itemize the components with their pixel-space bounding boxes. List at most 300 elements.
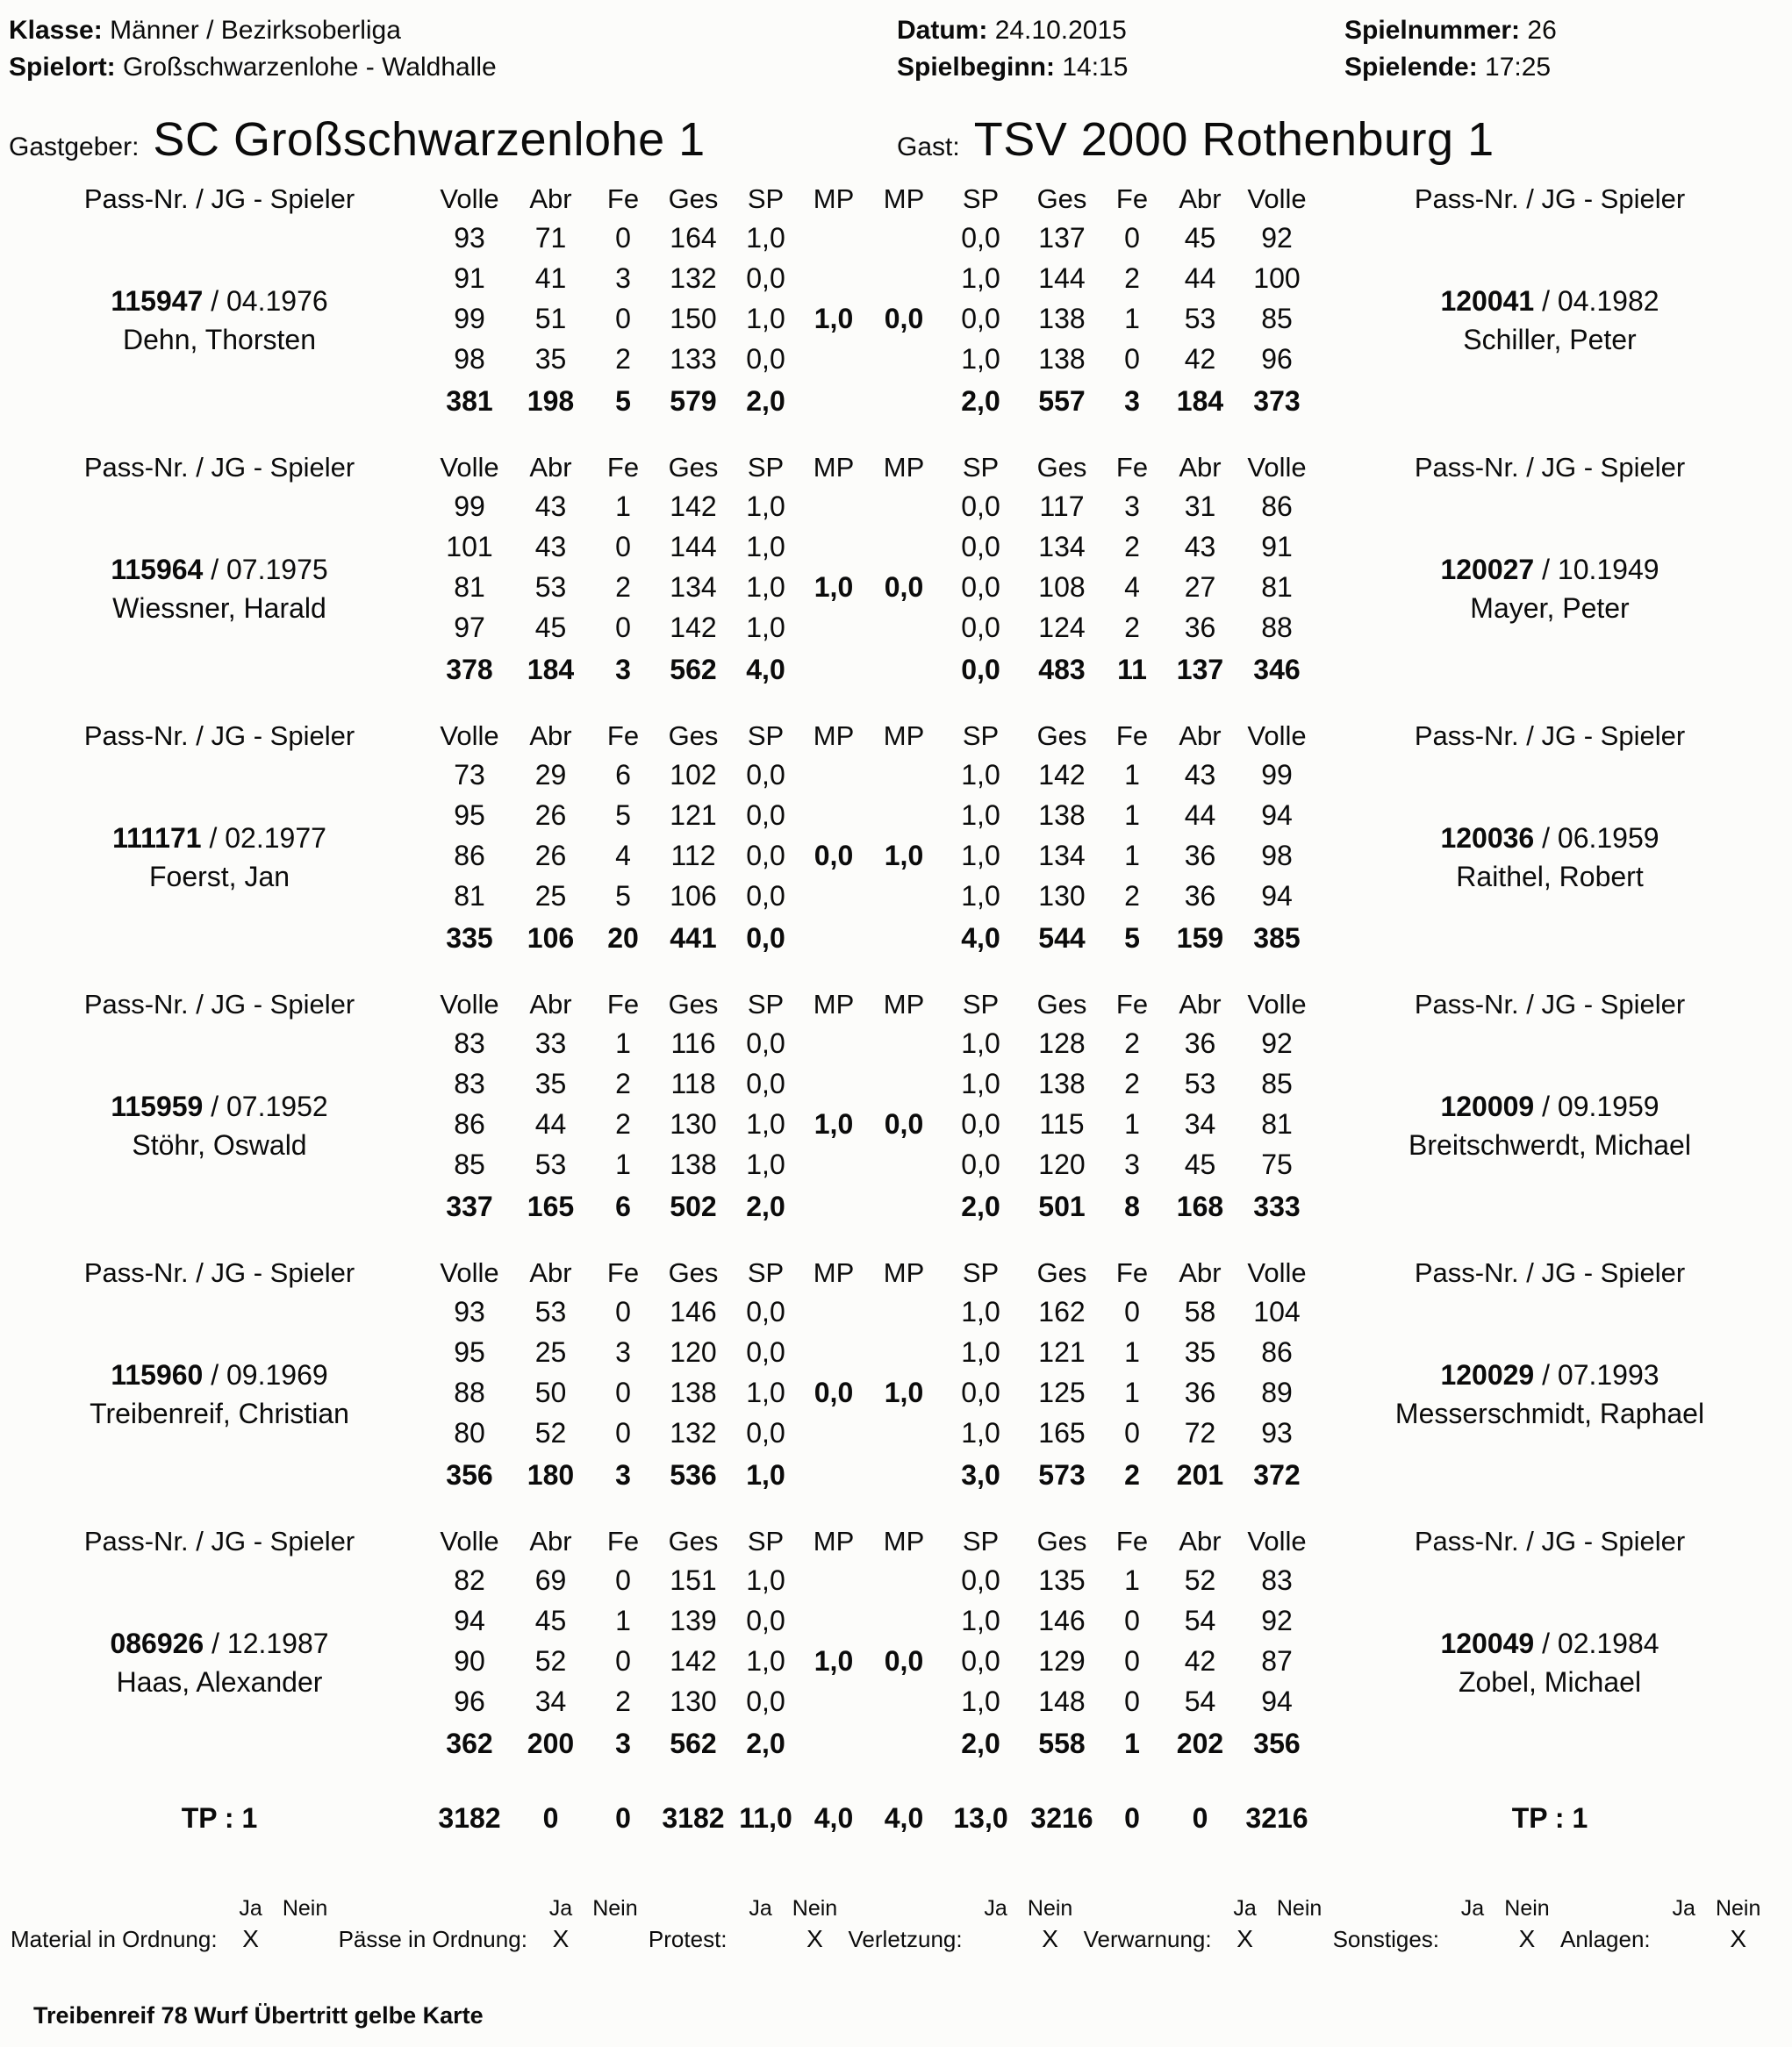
spielbeginn-line [897, 49, 1344, 86]
score-cell: 45 [1184, 221, 1216, 254]
score-cell: 43 [1184, 758, 1216, 791]
score-cell: 1,0 [746, 221, 785, 254]
score-cell: 0 [1124, 1416, 1140, 1449]
score-cell: 0,0 [961, 611, 1000, 643]
col-header-mp: MP [883, 452, 925, 483]
col-header-ges: Ges [1036, 183, 1087, 214]
score-cell: 0 [615, 221, 631, 254]
score-cell: 1,0 [961, 1416, 1000, 1449]
score-cell: 88 [1261, 611, 1293, 643]
home-player [9, 1023, 430, 1228]
team-total-cell: 3216 [1245, 1801, 1308, 1834]
player-id: 115964 / 07.1975 [111, 553, 328, 585]
player-total-cell: 501 [1038, 1190, 1086, 1222]
score-cell: 83 [454, 1027, 485, 1059]
score-cell: 142 [670, 490, 717, 522]
score-cell: 91 [1261, 530, 1293, 562]
col-header-mp: MP [883, 1257, 925, 1288]
score-cell: 1,0 [746, 490, 785, 522]
col-header-abr: Abr [1179, 989, 1222, 1020]
col-header-ges: Ges [668, 1257, 719, 1288]
col-header-volle: Volle [1247, 452, 1307, 483]
home-mp-cell: 1,0 [814, 302, 854, 334]
team-total-cell: 11,0 [739, 1801, 792, 1834]
score-cell: 0,0 [746, 839, 785, 871]
player-total-cell: 579 [670, 384, 717, 417]
player-pass: 115960 [111, 1358, 204, 1391]
checkbox-mark: X [242, 1925, 259, 1952]
col-header-ges: Ges [668, 183, 719, 214]
score-cell: 73 [454, 758, 485, 791]
col-header-player: Pass-Nr. / JG - Spieler [83, 452, 355, 483]
player-block [9, 449, 1783, 691]
home-player [9, 1292, 430, 1497]
player-total-cell: 184 [1176, 384, 1224, 417]
score-cell: 0,0 [746, 1027, 785, 1059]
guest-team-name: TSV 2000 Rothenburg 1 [973, 113, 1495, 166]
col-header-fe: Fe [1115, 989, 1149, 1020]
score-cell: 85 [454, 1148, 485, 1180]
score-cell: 3 [615, 261, 631, 294]
col-header-ges: Ges [668, 452, 719, 483]
player-total-cell: 1,0 [746, 1458, 785, 1491]
score-cell: 95 [454, 1335, 485, 1368]
guest-mp-cell: 1,0 [884, 839, 924, 871]
col-header-mp: MP [883, 183, 925, 214]
player-total-cell: 3 [615, 1727, 631, 1759]
score-cell: 26 [534, 798, 567, 831]
score-cell: 36 [1184, 611, 1216, 643]
score-cell: 0,0 [961, 570, 1000, 603]
col-header-abr: Abr [529, 1257, 572, 1288]
score-cell: 120 [1038, 1148, 1086, 1180]
player-total-cell: 362 [446, 1727, 493, 1759]
col-header-mp: MP [813, 452, 855, 483]
score-cell: 142 [670, 1644, 717, 1677]
score-cell: 142 [1038, 758, 1086, 791]
score-cell: 0 [615, 611, 631, 643]
player-total-cell: 2,0 [746, 1727, 785, 1759]
player-id: 120036 / 06.1959 [1440, 821, 1659, 854]
score-cell: 1 [615, 1604, 631, 1636]
col-header-ges: Ges [1036, 1257, 1087, 1288]
score-cell: 142 [670, 611, 717, 643]
score-cell: 42 [1184, 1644, 1216, 1677]
player-id: 115960 / 09.1969 [111, 1358, 328, 1391]
col-header-sp: SP [962, 183, 1000, 214]
score-cell: 1,0 [746, 1644, 785, 1677]
col-header-fe: Fe [1115, 183, 1149, 214]
score-cell: 130 [1038, 879, 1086, 912]
col-header-ges: Ges [668, 720, 719, 751]
col-header-sp: SP [747, 183, 785, 214]
score-cell: 69 [534, 1564, 567, 1596]
score-cell: 1,0 [961, 798, 1000, 831]
score-cell: 115 [1039, 1107, 1085, 1140]
spielende-value: 17:25 [1485, 53, 1552, 82]
score-cell: 31 [1184, 490, 1216, 522]
score-cell: 97 [454, 611, 485, 643]
player-total-cell: 159 [1176, 921, 1224, 954]
col-header-mp: MP [813, 1526, 855, 1557]
player-total-cell: 3 [615, 653, 631, 685]
col-header-player: Pass-Nr. / JG - Spieler [1414, 183, 1686, 214]
player-pass: 120009 [1440, 1090, 1535, 1122]
player-total-cell: 5 [1124, 921, 1140, 954]
score-cell: 2 [615, 570, 631, 603]
score-cell: 71 [534, 221, 567, 254]
score-cell: 53 [534, 1295, 567, 1328]
score-cell: 2 [1124, 1067, 1140, 1099]
col-header-sp: SP [962, 720, 1000, 751]
score-cell: 85 [1261, 302, 1293, 334]
datum-value: 24.10.2015 [994, 16, 1127, 45]
score-cell: 104 [1253, 1295, 1301, 1328]
guest-player [1316, 1023, 1783, 1228]
player-name: Foerst, Jan [148, 860, 290, 892]
score-cell: 138 [670, 1376, 717, 1408]
score-cell: 150 [670, 302, 717, 334]
score-cell: 129 [1038, 1644, 1086, 1677]
score-cell: 138 [670, 1148, 717, 1180]
guest-team [897, 112, 1783, 167]
score-cell: 99 [454, 490, 485, 522]
score-cell: 0,0 [961, 302, 1000, 334]
score-cell: 99 [454, 302, 485, 334]
spielnummer-value: 26 [1527, 16, 1557, 45]
col-header-fe: Fe [1115, 1257, 1149, 1288]
ja-label: Ja [548, 1896, 573, 1921]
col-header-sp: SP [962, 452, 1000, 483]
col-header-player: Pass-Nr. / JG - Spieler [83, 989, 355, 1020]
score-cell: 0,0 [746, 758, 785, 791]
score-cell: 3 [615, 1335, 631, 1368]
home-team [9, 112, 897, 167]
player-id: 115959 / 07.1952 [111, 1090, 328, 1122]
score-cell: 134 [1038, 530, 1086, 562]
score-cell: 93 [1261, 1416, 1293, 1449]
score-cell: 165 [1038, 1416, 1086, 1449]
checkbox-mark: X [1236, 1925, 1253, 1952]
checkbox-item [1560, 1895, 1772, 1957]
nein-label: Nein [1027, 1896, 1073, 1921]
score-cell: 90 [454, 1644, 485, 1677]
col-header-player: Pass-Nr. / JG - Spieler [1414, 1257, 1686, 1288]
col-header-fe: Fe [606, 720, 640, 751]
player-pass: 120027 [1440, 553, 1535, 585]
player-total-cell: 544 [1038, 921, 1086, 954]
player-total-cell: 2,0 [961, 1190, 1000, 1222]
checkbox-item [849, 1895, 1084, 1957]
team-total-cell: 0 [1192, 1801, 1208, 1834]
col-header-fe: Fe [606, 989, 640, 1020]
score-cell: 0,0 [746, 1604, 785, 1636]
team-total-cell: 0 [1124, 1801, 1140, 1834]
player-block [9, 986, 1783, 1228]
score-cell: 54 [1184, 1604, 1216, 1636]
score-cell: 99 [1261, 758, 1293, 791]
score-cell: 5 [615, 879, 631, 912]
player-total-cell: 4,0 [961, 921, 1000, 954]
col-header-player: Pass-Nr. / JG - Spieler [83, 1257, 355, 1288]
player-name: Breitschwerdt, Michael [1409, 1128, 1691, 1161]
score-cell: 1 [1124, 1376, 1140, 1408]
col-header-ges: Ges [1036, 989, 1087, 1020]
score-cell: 88 [454, 1376, 485, 1408]
score-cell: 2 [615, 1685, 631, 1717]
score-cell: 36 [1184, 1027, 1216, 1059]
player-total-cell: 20 [607, 921, 639, 954]
player-name: Messerschmidt, Raphael [1394, 1397, 1705, 1429]
player-pass: 115959 [111, 1090, 204, 1122]
score-cell: 1,0 [961, 1335, 1000, 1368]
score-cell: 117 [1039, 490, 1085, 522]
player-total-cell: 201 [1176, 1458, 1224, 1491]
col-header-ges: Ges [668, 1526, 719, 1557]
col-header-fe: Fe [1115, 1526, 1149, 1557]
col-header-player: Pass-Nr. / JG - Spieler [1414, 1526, 1686, 1557]
score-cell: 1,0 [746, 1148, 785, 1180]
score-cell: 94 [1261, 879, 1293, 912]
score-cell: 1,0 [746, 530, 785, 562]
col-header-volle: Volle [440, 720, 499, 751]
score-cell: 1,0 [746, 302, 785, 334]
player-id: 120041 / 04.1982 [1440, 284, 1659, 317]
player-name: Haas, Alexander [116, 1665, 323, 1698]
score-cell: 36 [1184, 879, 1216, 912]
col-header-volle: Volle [1247, 183, 1307, 214]
checkbox-item [649, 1895, 849, 1957]
player-total-cell: 346 [1253, 653, 1301, 685]
checkbox-label: Verwarnung: [1083, 1925, 1212, 1952]
spielbeginn-label: Spielbeginn: [897, 53, 1055, 82]
player-total-cell: 0,0 [961, 653, 1000, 685]
player-name: Raithel, Robert [1456, 860, 1644, 892]
score-cell: 94 [1261, 1685, 1293, 1717]
player-total-cell: 1 [1124, 1727, 1140, 1759]
col-header-volle: Volle [440, 183, 499, 214]
score-cell: 146 [670, 1295, 717, 1328]
score-cell: 83 [454, 1067, 485, 1099]
score-cell: 2 [615, 1107, 631, 1140]
score-cell: 53 [1184, 1067, 1216, 1099]
col-header-volle: Volle [440, 1526, 499, 1557]
score-cell: 1,0 [961, 1685, 1000, 1717]
score-cell: 1,0 [961, 1295, 1000, 1328]
score-cell: 162 [1038, 1295, 1086, 1328]
score-cell: 0,0 [961, 530, 1000, 562]
col-header-fe: Fe [1115, 452, 1149, 483]
score-cell: 124 [1038, 611, 1086, 643]
team-total-cell: 0 [615, 1801, 631, 1834]
score-cell: 92 [1261, 221, 1293, 254]
score-cell: 81 [454, 879, 485, 912]
score-cell: 26 [534, 839, 567, 871]
tp-home-label: TP : 1 [181, 1801, 258, 1834]
player-total-cell: 372 [1253, 1458, 1301, 1491]
nein-label: Nein [792, 1896, 838, 1921]
checkbox-mark: X [806, 1925, 823, 1952]
spielbeginn-value: 14:15 [1062, 53, 1129, 82]
col-header-sp: SP [747, 989, 785, 1020]
score-cell: 134 [670, 570, 717, 603]
score-cell: 132 [670, 261, 717, 294]
col-header-abr: Abr [529, 452, 572, 483]
player-total-cell: 0,0 [746, 921, 785, 954]
header-middle-column [897, 12, 1344, 86]
player-name: Wiessner, Harald [112, 591, 326, 624]
checkbox-item [11, 1895, 339, 1957]
score-cell: 81 [1261, 1107, 1293, 1140]
score-cell: 130 [670, 1685, 717, 1717]
score-cell: 42 [1184, 342, 1216, 375]
score-cell: 50 [534, 1376, 567, 1408]
player-total-cell: 2,0 [746, 1190, 785, 1222]
col-header-fe: Fe [606, 452, 640, 483]
score-cell: 25 [534, 1335, 567, 1368]
player-total-cell: 335 [446, 921, 493, 954]
score-cell: 82 [454, 1564, 485, 1596]
player-total-cell: 3 [1124, 384, 1140, 417]
score-cell: 116 [670, 1027, 716, 1059]
player-total-cell: 502 [670, 1190, 717, 1222]
checkbox-item [1333, 1895, 1560, 1957]
score-cell: 44 [1184, 798, 1216, 831]
col-header-player: Pass-Nr. / JG - Spieler [1414, 989, 1686, 1020]
score-cell: 52 [1184, 1564, 1216, 1596]
col-header-volle: Volle [440, 452, 499, 483]
score-cell: 132 [670, 1416, 717, 1449]
score-cell: 120 [670, 1335, 717, 1368]
score-cell: 0,0 [961, 1376, 1000, 1408]
col-header-mp: MP [813, 720, 855, 751]
home-team-name: SC Großschwarzenlohe 1 [153, 113, 706, 166]
score-cell: 29 [534, 758, 567, 791]
score-cell: 0,0 [961, 221, 1000, 254]
score-cell: 96 [454, 1685, 485, 1717]
player-id: 086926 / 12.1987 [110, 1627, 329, 1659]
player-total-cell: 3,0 [961, 1458, 1000, 1491]
score-cell: 1,0 [961, 879, 1000, 912]
spielort-value: Großschwarzenlohe - Waldhalle [123, 53, 497, 82]
player-name: Stöhr, Oswald [132, 1128, 307, 1161]
score-cell: 80 [454, 1416, 485, 1449]
score-cell: 34 [1184, 1107, 1216, 1140]
klasse-label: Klasse: [9, 16, 103, 45]
player-total-cell: 106 [527, 921, 575, 954]
score-cell: 41 [534, 261, 567, 294]
player-total-cell: 562 [670, 1727, 717, 1759]
col-header-abr: Abr [1179, 1257, 1222, 1288]
score-cell: 0 [615, 530, 631, 562]
score-cell: 98 [1261, 839, 1293, 871]
footnote: Treibenreif 78 Wurf Übertritt gelbe Karte [33, 2002, 484, 2029]
score-cell: 0,0 [746, 1295, 785, 1328]
home-mp-cell: 1,0 [814, 1107, 854, 1140]
score-cell: 151 [670, 1564, 717, 1596]
score-cell: 1 [1124, 1564, 1140, 1596]
score-cell: 1 [1124, 1335, 1140, 1368]
score-cell: 27 [1184, 570, 1216, 603]
score-cell: 2 [615, 1067, 631, 1099]
score-cell: 1 [615, 1027, 631, 1059]
player-blocks [9, 181, 1783, 1765]
score-cell: 94 [454, 1604, 485, 1636]
player-pass: 115947 [111, 284, 204, 317]
score-cell: 93 [454, 221, 485, 254]
checkbox-label: Protest: [648, 1925, 728, 1952]
header-left-column [9, 12, 897, 86]
ja-label: Ja [984, 1896, 1007, 1921]
nein-label: Nein [1504, 1896, 1550, 1921]
score-cell: 93 [454, 1295, 485, 1328]
col-header-player: Pass-Nr. / JG - Spieler [83, 720, 355, 751]
score-cell: 1,0 [746, 1376, 785, 1408]
home-player [9, 755, 430, 960]
nein-label: Nein [1715, 1896, 1761, 1921]
score-cell: 138 [1038, 342, 1086, 375]
guest-player [1316, 218, 1783, 423]
player-total-cell: 536 [670, 1458, 717, 1491]
score-cell: 106 [670, 879, 717, 912]
ja-label: Ja [1460, 1896, 1485, 1921]
guest-mp-cell: 0,0 [884, 1107, 924, 1140]
score-cell: 52 [534, 1644, 567, 1677]
player-total-cell: 2,0 [746, 384, 785, 417]
score-cell: 133 [670, 342, 717, 375]
col-header-abr: Abr [1179, 452, 1222, 483]
player-total-cell: 3 [615, 1458, 631, 1491]
score-cell: 96 [1261, 342, 1293, 375]
score-cell: 0 [1124, 1644, 1140, 1677]
col-header-player: Pass-Nr. / JG - Spieler [83, 1526, 355, 1557]
score-cell: 0,0 [746, 1335, 785, 1368]
score-cell: 137 [1038, 221, 1086, 254]
score-cell: 2 [1124, 261, 1140, 294]
score-cell: 3 [1124, 1148, 1140, 1180]
score-cell: 3 [1124, 490, 1140, 522]
score-cell: 45 [1184, 1148, 1216, 1180]
home-team-label: Gastgeber: [9, 132, 140, 161]
datum-label: Datum: [897, 16, 988, 45]
score-cell: 0,0 [746, 798, 785, 831]
col-header-volle: Volle [1247, 1526, 1307, 1557]
col-header-abr: Abr [1179, 1526, 1222, 1557]
score-cell: 44 [1184, 261, 1216, 294]
score-cell: 53 [534, 570, 567, 603]
score-cell: 0,0 [961, 490, 1000, 522]
player-total-cell: 11 [1117, 653, 1147, 685]
score-cell: 35 [534, 1067, 567, 1099]
team-line [9, 112, 1783, 167]
datum-line [897, 12, 1344, 49]
col-header-mp: MP [813, 183, 855, 214]
score-cell: 2 [615, 342, 631, 375]
score-cell: 86 [1261, 490, 1293, 522]
team-total-cell: 4,0 [814, 1801, 854, 1834]
guest-team-label: Gast: [897, 132, 960, 161]
col-header-abr: Abr [529, 183, 572, 214]
score-cell: 0 [615, 1564, 631, 1596]
score-cell: 35 [534, 342, 567, 375]
player-id: 120027 / 10.1949 [1440, 553, 1659, 585]
score-cell: 1 [1124, 798, 1140, 831]
player-total-cell: 202 [1176, 1727, 1224, 1759]
score-cell: 92 [1261, 1027, 1293, 1059]
score-cell: 0,0 [746, 261, 785, 294]
ja-label: Ja [749, 1896, 772, 1921]
score-cell: 45 [534, 611, 567, 643]
